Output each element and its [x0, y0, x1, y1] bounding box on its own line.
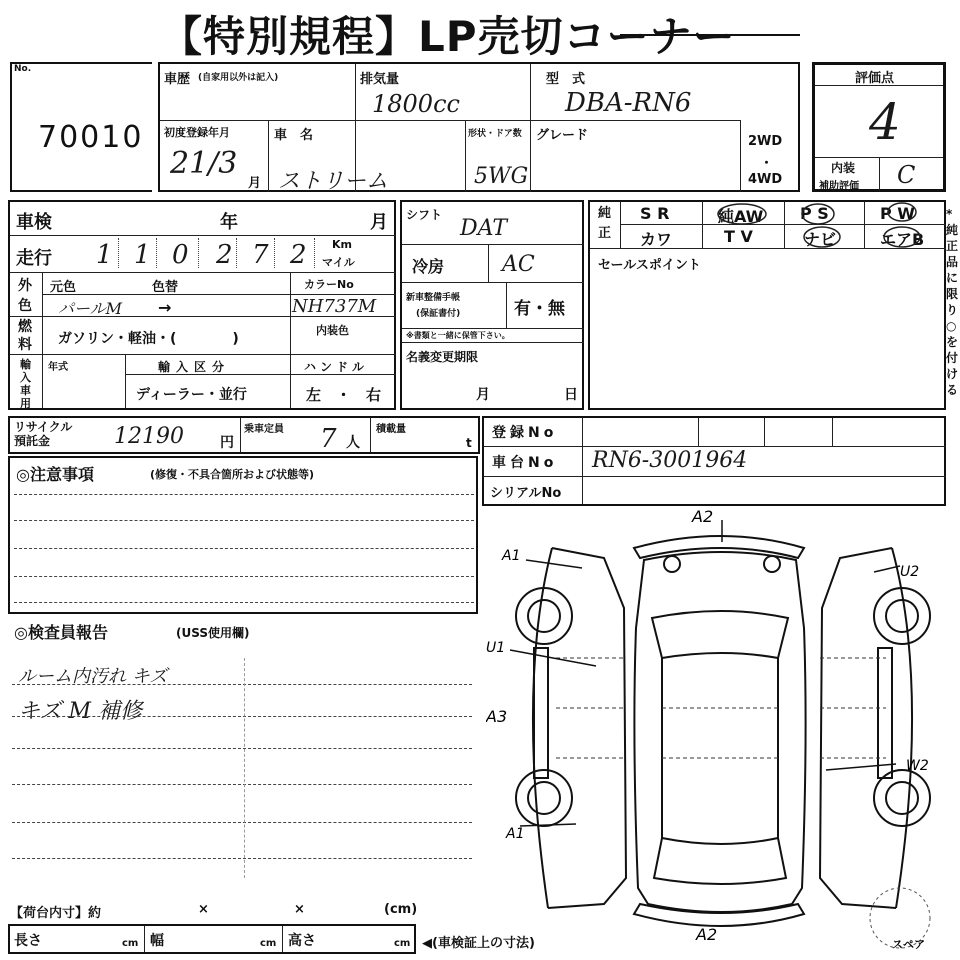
repaint-label: 色替: [152, 280, 179, 295]
lot-number-box: [10, 62, 152, 192]
car-name-value: ストリーム: [278, 169, 389, 194]
color-no-label: カラーNo: [304, 278, 354, 291]
car-name-label: 車 名: [274, 128, 314, 143]
car-damage-diagram: [486, 508, 960, 954]
registration-block: [482, 416, 946, 506]
option-item: P S: [800, 204, 829, 223]
page-title: 【特別規程】LP売切コーナー: [160, 12, 736, 61]
spec-middle-block: [400, 200, 584, 410]
mileage-label: 走行: [16, 248, 52, 269]
load-label: 積載量: [376, 424, 406, 435]
displacement-value: 1800cc: [372, 90, 460, 118]
diagram-mark: A1: [506, 826, 525, 842]
first-reg-value: 21/3: [170, 146, 238, 181]
name-change-label: 名義変更期限: [406, 350, 479, 364]
cargo-note: ◀(車検証上の寸法): [422, 936, 535, 951]
cargo-unit: (cm): [384, 902, 418, 917]
load-unit: t: [466, 436, 472, 450]
interior-color-label: 内装色: [316, 324, 349, 337]
drive-2wd: 2WD: [748, 134, 783, 149]
drive-dot: ・: [760, 156, 774, 171]
repaint-value: →: [158, 298, 172, 317]
inspector-sub: (USS使用欄): [176, 626, 250, 640]
inspector-line: キズ M 補修: [18, 699, 143, 724]
fuel-options: ガソリン・軽油・( ): [58, 331, 239, 347]
option-circle-marks: [590, 202, 946, 248]
ac-label: 冷房: [412, 257, 445, 276]
diagram-mark: A2: [696, 925, 718, 944]
recycle-label: リサイクル預託金: [14, 420, 73, 448]
score-value: 4: [869, 93, 901, 151]
diagram-mark: A3: [486, 707, 508, 726]
color-no-value: NH737M: [292, 296, 377, 317]
diagram-mark: U2: [900, 564, 920, 580]
name-change-month: 月: [476, 387, 490, 403]
genuine-label: 純正: [598, 206, 612, 241]
history-note: (自家用以外は記入): [198, 73, 279, 83]
chassis-label: 車台No: [492, 455, 558, 471]
height-label: 高さ: [288, 933, 316, 949]
capacity-label: 乗車定員: [244, 424, 284, 435]
name-change-day: 日: [564, 387, 578, 403]
handle-label: ハンドル: [304, 360, 369, 374]
import-label: 輸入車用: [20, 358, 31, 410]
mileage-digits: [84, 238, 320, 270]
fuel-label: 燃料: [18, 319, 32, 353]
orig-color-value: パールM: [58, 299, 123, 318]
inspector-line: ルーム内汚れ キズ: [18, 666, 168, 687]
chassis-value: RN6-3001964: [592, 448, 748, 473]
title-underline: [620, 34, 800, 36]
length-cm: cm: [122, 938, 139, 949]
interior-label: 内装: [831, 161, 856, 175]
ac-value: AC: [502, 252, 535, 277]
diagram-mark: U1: [486, 640, 506, 656]
spare-label: スペア: [892, 938, 925, 951]
inspector-block: [8, 618, 478, 896]
options-block: [588, 200, 946, 410]
warranty-label: 新車整備手帳: [406, 293, 461, 303]
width-label: 幅: [150, 933, 164, 949]
serial-label: シリアルNo: [490, 486, 562, 501]
sales-point-label: セールスポイント: [598, 258, 701, 273]
option-item: エアB: [880, 230, 925, 249]
mileage-digit: 7: [252, 240, 269, 270]
option-item: 純AW: [718, 207, 764, 226]
lot-no-value: 70010: [38, 120, 144, 155]
inspection-label: 車検: [16, 212, 52, 233]
mileage-digit: 2: [290, 240, 307, 270]
option-item: P W: [880, 204, 915, 223]
handle-options: 左 ・ 右: [306, 386, 382, 404]
mileage-km: Km: [332, 238, 352, 251]
inspection-month: 月: [370, 212, 388, 233]
option-item: T V: [724, 227, 753, 246]
fees-block: [8, 416, 480, 454]
inspection-year: 年: [220, 212, 238, 233]
option-item: ナビ: [804, 230, 837, 249]
height-cm: cm: [394, 938, 411, 949]
inspector-label: ◎検査員報告: [14, 623, 108, 642]
warranty-options: 有・無: [514, 299, 565, 319]
score-label: 評価点: [855, 71, 895, 86]
cargo-times-2: ×: [294, 902, 305, 917]
model-value: DBA-RN6: [565, 88, 692, 118]
grade-label: グレード: [536, 128, 589, 143]
option-item: カワ: [640, 230, 673, 249]
mileage-digit: 2: [216, 240, 233, 270]
spec-left-block: [8, 200, 396, 410]
caution-label: ◎注意事項: [16, 465, 94, 484]
color-label: 外色: [18, 278, 32, 314]
mileage-digit: 1: [96, 240, 113, 270]
interior-sub-label: 補助評価: [819, 181, 859, 192]
width-cm: cm: [260, 938, 277, 949]
diagram-mark: W2: [906, 758, 929, 774]
diagram-mark: A1: [502, 548, 521, 564]
diagram-mark: A2: [692, 508, 714, 526]
recycle-unit: 円: [220, 435, 234, 451]
score-box: [812, 62, 946, 192]
capacity-value: 7: [320, 424, 337, 454]
first-reg-month: 月: [248, 176, 262, 191]
cargo-label: 【荷台内寸】約: [10, 906, 102, 921]
mileage-digit: 1: [134, 240, 151, 270]
cargo-block: [8, 900, 418, 956]
displacement-label: 排気量: [360, 72, 400, 87]
mileage-mile: マイル: [322, 256, 355, 269]
model-label: 型 式: [546, 72, 586, 87]
side-note: *純正品に限り○を付ける: [946, 207, 959, 397]
shift-value: DAT: [460, 216, 507, 241]
first-reg-label: 初度登録年月: [164, 126, 230, 139]
import-type-label: 輸入区分: [158, 360, 231, 374]
warranty-sub: (保証書付): [416, 309, 461, 319]
lot-no-label: No.: [14, 64, 32, 74]
warranty-note: ※書類と一緒に保管下さい。: [406, 331, 510, 340]
body-value: 5WG: [474, 164, 529, 189]
caution-block: [8, 456, 478, 614]
mileage-digit: 0: [172, 240, 189, 270]
vehicle-info-header: [158, 62, 800, 192]
reg-no-label: 登録No: [492, 425, 558, 441]
capacity-unit: 人: [346, 435, 360, 451]
import-type-options: ディーラー・並行: [136, 387, 247, 403]
drive-4wd: 4WD: [748, 172, 783, 187]
interior-value: C: [897, 161, 916, 189]
orig-color-label: 元色: [50, 280, 77, 295]
cargo-times-1: ×: [198, 902, 209, 917]
body-label: 形状・ドア数: [468, 129, 522, 139]
recycle-value: 12190: [114, 424, 184, 449]
history-label: 車歴: [164, 72, 191, 87]
option-item: S R: [640, 204, 670, 223]
shift-label: シフト: [406, 208, 443, 222]
length-label: 長さ: [14, 933, 42, 949]
import-year-label: 年式: [48, 362, 68, 373]
caution-sub: (修復・不具合箇所および状態等): [150, 468, 315, 481]
